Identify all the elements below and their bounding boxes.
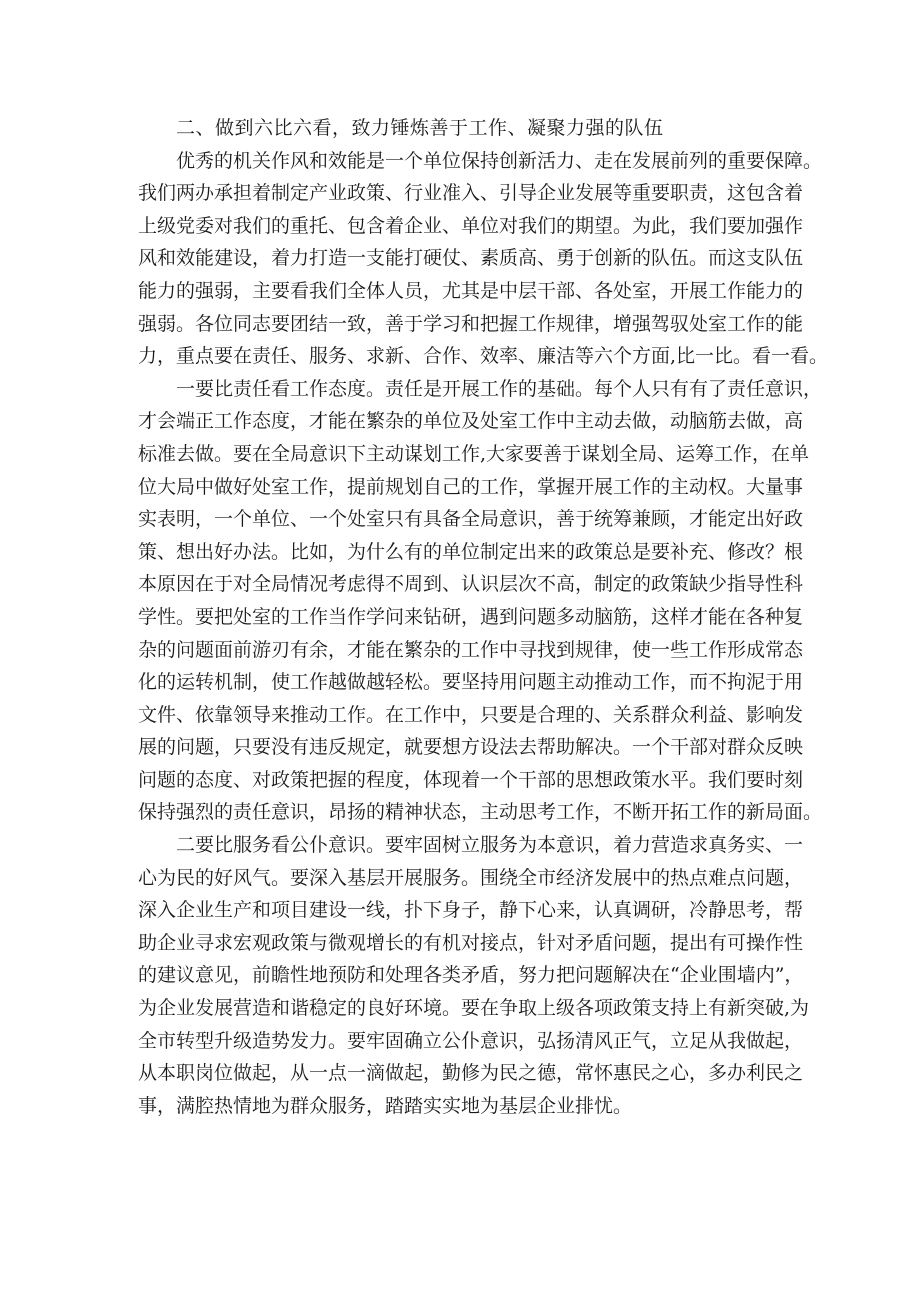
paragraph-line: 心为民的好风气。要深入基层开展服务。围绕全市经济发展中的热点难点问题， [138,866,804,889]
paragraph-line: 二要比服务看公仆意识。要牢固树立服务为本意识，着力营造求真务实、一 [176,834,804,857]
paragraph-line: 优秀的机关作风和效能是一个单位保持创新活力、走在发展前列的重要保障。 [176,149,823,172]
section-heading: 二、做到六比六看，致力锤炼善于工作、凝聚力强的队伍 [176,117,664,139]
paragraph-line: 策、想出好办法。比如，为什么有的单位制定出来的政策总是要补充、修改？根 [138,540,804,563]
paragraph-service [138,829,810,1122]
paragraph-line: 从本职岗位做起，从一点一滴做起，勤修为民之德，常怀惠民之心，多办利民之 [138,1062,804,1085]
paragraph-line: 本原因在于对全局情况考虑得不周到、认识层次不高，制定的政策缺少指导性科 [138,573,804,596]
paragraph-line: 一要比责任看工作态度。责任是开展工作的基础。每个人只有有了责任意识， [176,377,823,400]
paragraph-line: 强弱。各位同志要团结一致，善于学习和把握工作规律，增强驾驭处室工作的能 [138,312,804,335]
paragraph-line: 力，重点要在责任、服务、求新、合作、效率、廉洁等六个方面,比一比。看一看。 [138,345,829,368]
paragraph-line: 学性。要把处室的工作当作学问来钻研，遇到问题多动脑筋，这样才能在各种复 [138,605,804,628]
paragraph-line: 实表明，一个单位、一个处室只有具备全局意识，善于统筹兼顾，才能定出好政 [138,508,804,531]
paragraph-line: 位大局中做好处室工作，提前规划自己的工作，掌握开展工作的主动权。大量事 [138,475,804,498]
paragraph-line: 为企业发展营造和谐稳定的良好环境。要在争取上级各项政策支持上有新突破,为 [138,997,810,1020]
paragraph-line: 问题的态度、对政策把握的程度，体现着一个干部的思想政策水平。我们要时刻 [138,768,804,791]
paragraph-responsibility [138,373,823,829]
paragraph-line: 才会端正工作态度，才能在繁杂的单位及处室工作中主动去做，动脑筋去做，高 [138,410,804,433]
paragraph-line: 助企业寻求宏观政策与微观增长的有机对接点，针对矛盾问题，提出有可操作性 [138,931,804,954]
paragraph-line: 展的问题，只要没有违反规定，就要想方设法去帮助解决。一个干部对群众反映 [138,736,804,759]
paragraph-line: 标准去做。要在全局意识下主动谋划工作,大家要善于谋划全局、运筹工作，在单 [138,442,810,465]
paragraph-line: 能力的强弱，主要看我们全体人员，尤其是中层干部、各处室，开展工作能力的 [138,279,804,302]
paragraph-line: 文件、依靠领导来推动工作。在工作中，只要是合理的、关系群众利益、影响发 [138,703,804,726]
paragraph-line: 保持强烈的责任意识，昂扬的精神状态，主动思考工作，不断开拓工作的新局面。 [138,801,823,824]
paragraph-line: 的建议意见，前瞻性地预防和处理各类矛盾，努力把问题解决在“企业围墙内”， [138,964,804,987]
paragraph-line: 化的运转机制，使工作越做越轻松。要坚持用问题主动推动工作，而不拘泥于用 [138,671,804,694]
paragraph-intro [138,145,829,373]
paragraph-line: 全市转型升级造势发力。要牢固确立公仆意识，弘扬清风正气，立足从我做起， [138,1029,804,1052]
document-page [138,112,829,1122]
paragraph-line: 深入企业生产和项目建设一线，扑下身子，静下心来，认真调研，冷静思考，帮 [138,899,804,922]
paragraph-line: 风和效能建设，着力打造一支能打硬仗、素质高、勇于创新的队伍。而这支队伍 [138,247,804,270]
paragraph-line: 上级党委对我们的重托、包含着企业、单位对我们的期望。为此，我们要加强作 [138,214,804,237]
paragraph-line: 杂的问题面前游刃有余，才能在繁杂的工作中寻找到规律，使一些工作形成常态 [138,638,804,661]
paragraph-line: 我们两办承担着制定产业政策、行业准入、引导企业发展等重要职责，这包含着 [138,182,804,205]
paragraph-line: 事，满腔热情地为群众服务，踏踏实实地为基层企业排忧。 [138,1094,633,1117]
